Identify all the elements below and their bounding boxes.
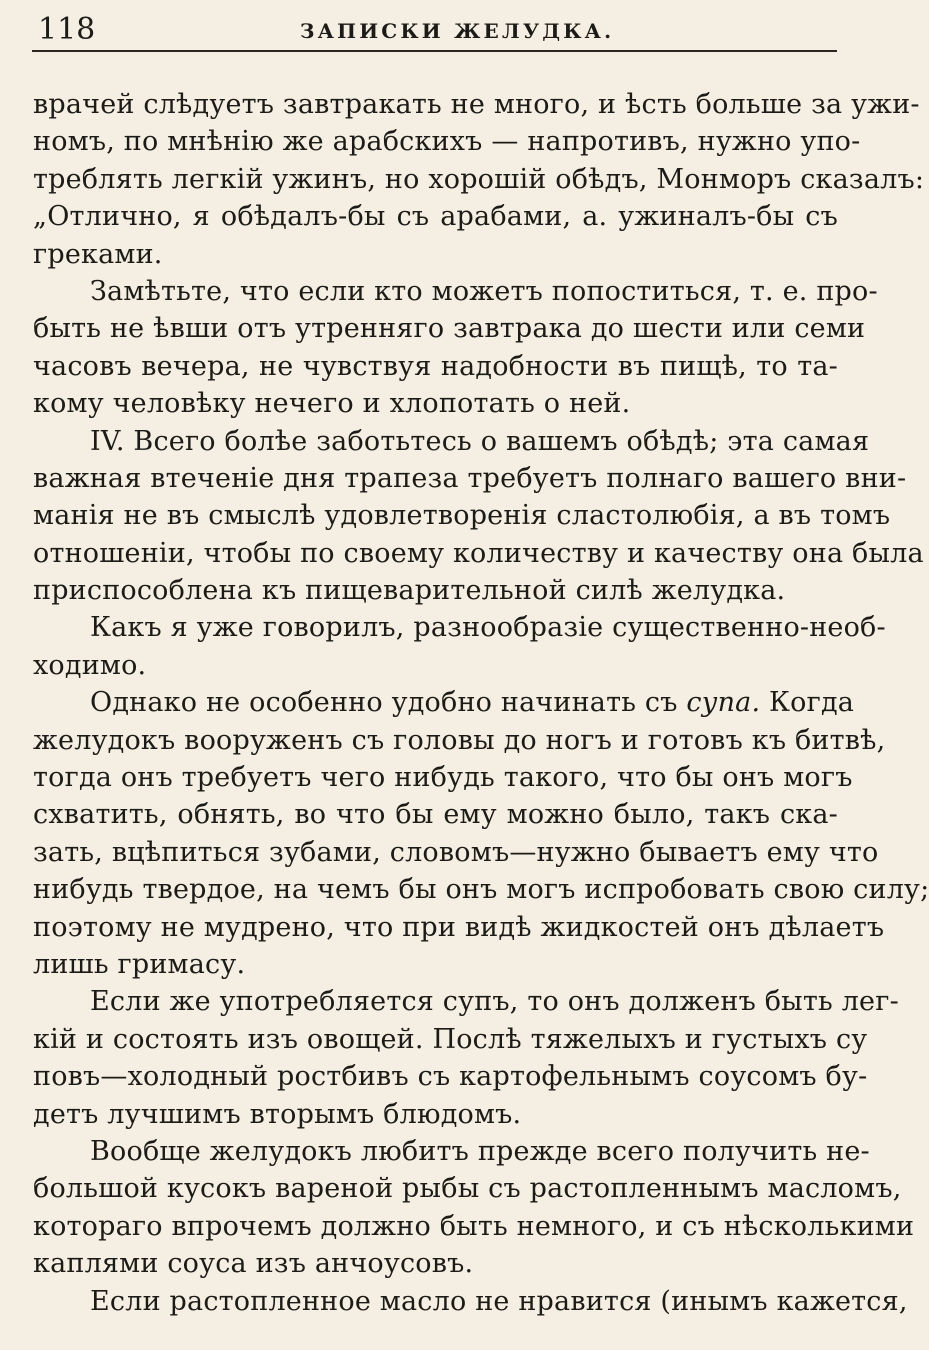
text-line: важная втеченіе дня трапеза требуетъ полнаго вашего вни- xyxy=(33,462,907,494)
running-title: ЗАПИСКИ ЖЕЛУДКА. xyxy=(300,19,615,43)
paragraph-first-line: Какъ я уже говорилъ, разнообразіе существенно-необ- xyxy=(90,612,886,644)
text-line: кому человѣку нечего и хлопотать о ней. xyxy=(33,388,631,420)
text-line: треблять легкій ужинъ, но хорошій обѣдъ, Монморъ сказалъ: xyxy=(33,163,925,195)
text-line: „Отлично, я обѣдалъ-бы съ арабами, а. ужиналъ-бы съ xyxy=(33,201,838,233)
text-line: желудокъ вооруженъ съ головы до ногъ и готовъ къ битвѣ, xyxy=(33,724,886,756)
text-line: номъ, по мнѣнію же арабскихъ — напротивъ, нужно упо- xyxy=(33,126,861,158)
text-line: каплями соуса изъ анчоусовъ. xyxy=(33,1248,474,1280)
text-line: лишь гримасу. xyxy=(33,948,246,980)
text-line: часовъ вечера, не чувствуя надобности въ пищѣ, то та- xyxy=(33,350,838,382)
text-line: схватить, обнять, во что бы ему можно было, такъ ска- xyxy=(33,799,838,831)
text-line: тогда онъ требуетъ чего нибудь такого, что бы онъ могъ xyxy=(33,762,853,794)
paragraph-first-line: Если же употребляется супъ, то онъ долженъ быть лег- xyxy=(90,986,899,1018)
page-header xyxy=(32,10,837,50)
italic-word: супа. xyxy=(686,687,761,719)
text-line: большой кусокъ вареной рыбы съ растопленнымъ масломъ, xyxy=(33,1173,902,1205)
text-line: зать, вцѣпиться зубами, словомъ—нужно бываетъ ему что xyxy=(33,836,879,868)
text-line: кій и состоять изъ овощей. Послѣ тяжелыхъ и густыхъ су xyxy=(33,1023,868,1055)
paragraph-first-line: Вообще желудокъ любитъ прежде всего получить не- xyxy=(90,1135,870,1167)
text-line: греками. xyxy=(33,238,163,270)
paragraph-first-line: Если растопленное масло не нравится (инымъ кажется, xyxy=(90,1285,908,1317)
page-number: 118 xyxy=(38,12,96,47)
text-line: детъ лучшимъ вторымъ блюдомъ. xyxy=(33,1098,522,1130)
text-line: манія не въ смыслѣ удовлетворенія сластолюбія, а въ томъ xyxy=(33,500,891,532)
text-segment: Когда xyxy=(760,687,855,719)
text-line: нибудь твердое, на чемъ бы онъ могъ испробовать свою силу; xyxy=(33,874,929,906)
paragraph-first-line: IV. Всего болѣе заботьтесь о вашемъ обѣдѣ; эта самая xyxy=(90,425,870,457)
text-line: отношеніи, чтобы по своему количеству и качеству она была xyxy=(33,537,924,569)
paragraph-first-line: Замѣтьте, что если кто можетъ попоститься, т. е. про- xyxy=(90,275,878,307)
text-line: повъ—холодный ростбивъ съ картофельнымъ соусомъ бу- xyxy=(33,1061,868,1093)
text-line: врачей слѣдуетъ завтракать не много, и ѣсть больше за ужи- xyxy=(33,89,920,120)
text-line: приспособлена къ пищеварительной силѣ желудка. xyxy=(33,575,786,607)
paragraph-first-line xyxy=(33,684,855,721)
text-line: поэтому не мудрено, что при видѣ жидкостей онъ дѣлаетъ xyxy=(33,911,885,943)
text-line: котораго впрочемъ должно быть немного, и съ нѣсколькими xyxy=(33,1210,915,1242)
text-line: ходимо. xyxy=(33,649,147,681)
header-rule xyxy=(32,50,837,52)
text-line: быть не ѣвши отъ утренняго завтрака до шести или семи xyxy=(33,313,866,345)
text-segment: Однако не особенно удобно начинать съ xyxy=(90,687,687,719)
body-text xyxy=(33,86,929,1320)
